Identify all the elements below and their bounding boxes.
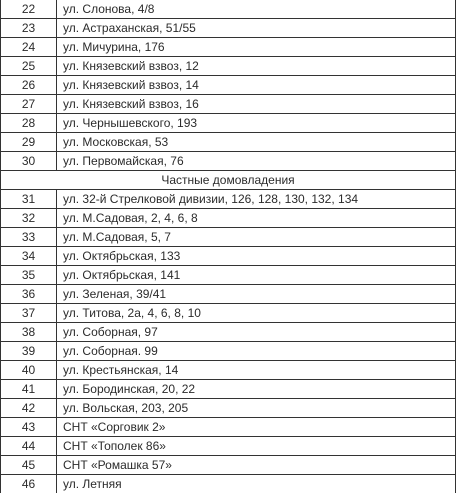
table-row bbox=[1, 475, 456, 494]
table-row bbox=[1, 152, 456, 171]
row-number: 39 bbox=[1, 342, 57, 361]
table-row bbox=[1, 57, 456, 76]
row-address: ул. Князевский взвоз, 12 bbox=[57, 57, 456, 76]
table-row bbox=[1, 19, 456, 38]
row-address: ул. Мичурина, 176 bbox=[57, 38, 456, 57]
row-number: 38 bbox=[1, 323, 57, 342]
row-number: 46 bbox=[1, 475, 57, 494]
table-row bbox=[1, 0, 456, 19]
row-address: ул. Титова, 2а, 4, 6, 8, 10 bbox=[57, 304, 456, 323]
row-address: ул. Московская, 53 bbox=[57, 133, 456, 152]
table-row bbox=[1, 361, 456, 380]
row-address: ул. Вольская, 203, 205 bbox=[57, 399, 456, 418]
table-row bbox=[1, 437, 456, 456]
row-number: 37 bbox=[1, 304, 57, 323]
row-number: 26 bbox=[1, 76, 57, 95]
row-address: СНТ «Сорговик 2» bbox=[57, 418, 456, 437]
table-row bbox=[1, 266, 456, 285]
row-address: ул. Астраханская, 51/55 bbox=[57, 19, 456, 38]
row-number: 31 bbox=[1, 190, 57, 209]
row-number: 41 bbox=[1, 380, 57, 399]
row-number: 36 bbox=[1, 285, 57, 304]
row-address: СНТ «Ромашка 57» bbox=[57, 456, 456, 475]
table-row bbox=[1, 133, 456, 152]
row-number: 40 bbox=[1, 361, 57, 380]
table-row bbox=[1, 114, 456, 133]
row-address: ул. Слонова, 4/8 bbox=[57, 0, 456, 19]
row-number: 29 bbox=[1, 133, 57, 152]
row-address: ул. М.Садовая, 5, 7 bbox=[57, 228, 456, 247]
row-number: 25 bbox=[1, 57, 57, 76]
section-header-row bbox=[1, 171, 456, 190]
row-number: 42 bbox=[1, 399, 57, 418]
row-address: ул. Зеленая, 39/41 bbox=[57, 285, 456, 304]
table-row bbox=[1, 323, 456, 342]
table-row bbox=[1, 209, 456, 228]
table-row bbox=[1, 247, 456, 266]
row-address: ул. Соборная, 97 bbox=[57, 323, 456, 342]
row-address: ул. 32-й Стрелковой дивизии, 126, 128, 130, 132, 134 bbox=[57, 190, 456, 209]
table-row bbox=[1, 228, 456, 247]
row-number: 24 bbox=[1, 38, 57, 57]
row-number: 44 bbox=[1, 437, 57, 456]
table-row bbox=[1, 38, 456, 57]
row-address: СНТ «Тополек 86» bbox=[57, 437, 456, 456]
row-number: 22 bbox=[1, 0, 57, 19]
table-row bbox=[1, 190, 456, 209]
table-row bbox=[1, 380, 456, 399]
row-number: 32 bbox=[1, 209, 57, 228]
table-row bbox=[1, 418, 456, 437]
row-address: ул. Князевский взвоз, 16 bbox=[57, 95, 456, 114]
row-address: ул. Соборная. 99 bbox=[57, 342, 456, 361]
row-number: 27 bbox=[1, 95, 57, 114]
row-number: 34 bbox=[1, 247, 57, 266]
row-address: ул. Летняя bbox=[57, 475, 456, 494]
table-row bbox=[1, 95, 456, 114]
row-number: 23 bbox=[1, 19, 57, 38]
row-number: 45 bbox=[1, 456, 57, 475]
row-address: ул. Князевский взвоз, 14 bbox=[57, 76, 456, 95]
row-address: ул. Чернышевского, 193 bbox=[57, 114, 456, 133]
table-row bbox=[1, 76, 456, 95]
table-row bbox=[1, 304, 456, 323]
row-number: 43 bbox=[1, 418, 57, 437]
row-address: ул. М.Садовая, 2, 4, 6, 8 bbox=[57, 209, 456, 228]
row-address: ул. Октябрьская, 141 bbox=[57, 266, 456, 285]
table-row bbox=[1, 342, 456, 361]
row-address: ул. Первомайская, 76 bbox=[57, 152, 456, 171]
row-address: ул. Крестьянская, 14 bbox=[57, 361, 456, 380]
table-row bbox=[1, 456, 456, 475]
row-number: 33 bbox=[1, 228, 57, 247]
table-row bbox=[1, 285, 456, 304]
row-number: 30 bbox=[1, 152, 57, 171]
row-address: ул. Бородинская, 20, 22 bbox=[57, 380, 456, 399]
table-row bbox=[1, 399, 456, 418]
section-title: Частные домовладения bbox=[1, 171, 456, 190]
row-number: 35 bbox=[1, 266, 57, 285]
row-address: ул. Октябрьская, 133 bbox=[57, 247, 456, 266]
row-number: 28 bbox=[1, 114, 57, 133]
